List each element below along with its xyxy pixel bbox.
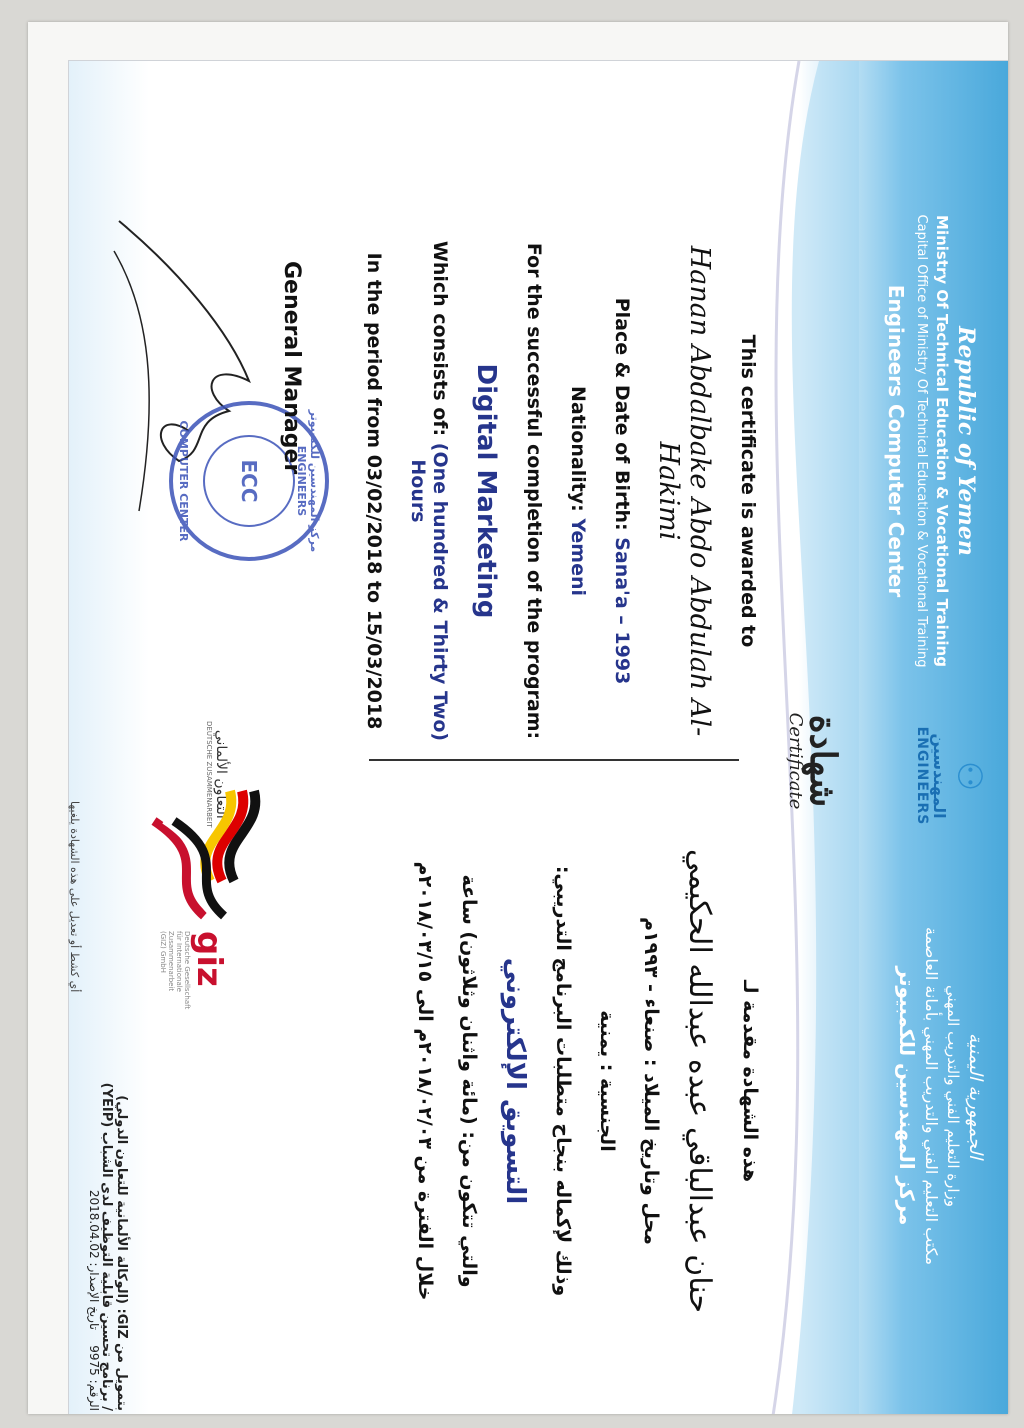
consists-value: (One hundred & Thirty Two) Hours [407,442,451,742]
center-divider [369,759,739,761]
arabic-republic: الجمهورية اليمنية [965,1032,986,1160]
republic-title: Republic of Yemen [953,326,979,556]
certificate-sheet [28,22,1008,1414]
engineers-logo-icon: ⚇ [949,760,989,792]
header-arabic [892,881,989,1311]
stamp-bottom-text: COMPUTER CENTER [177,420,190,542]
logo-english: ENGINEERS [914,726,930,826]
arabic-recipient-name: حنان عبدالباقي عبده عبدالله الحكيمي [682,848,717,1314]
program-text: / برنامج تحسين قابلية التوظيف لدى الشباب (YEIP) [99,1082,114,1411]
funding-text: بتمويل من GIZ: (الوكالة الألمانية للتعاون الدولي) [114,1095,129,1411]
general-manager-label: General Manager [279,261,304,475]
stamp-top-text: مركز المهندسين للكمبيوتر ENGINEERS [295,409,321,553]
date-value: 2018.04.02 [87,1189,101,1259]
giz-subtitle: Deutsche Gesellschaft für Internationale Zusammenarbeit (GIZ) GmbH [159,931,191,1010]
arabic-capital: مكتب التعليم الفني والتدريب المهني بأمانة العاصمة [922,926,941,1266]
german-cooperation-text: التعاون الألماني [213,729,229,819]
arabic-ministry: وزارة التعليم الفني والتدريب المهني [944,984,962,1208]
number-value: 9975 [87,1345,101,1376]
german-cooperation-sub: DEUTSCHE ZUSAMMENARBEIT [205,721,213,828]
awarded-text: This certificate is awarded to [737,334,759,648]
date-label: تاريخ الإصدار: [87,1262,101,1330]
tamper-note: أي كشط أو تعديل على هذه الشهادة يلغيها [68,801,81,993]
issue-info [87,821,101,1411]
consists-line [407,231,451,751]
period-text: In the period from 03/02/2018 to 15/03/2018 [363,252,385,730]
birth-value: Sana'a – 1993 [611,537,633,685]
ministry-title: Ministry Of Technical Education & Vocational Training [933,215,951,667]
flags-icon [144,781,274,921]
number-label: الرقم: [87,1379,101,1411]
certificate-title-english: Certificate [785,712,806,810]
nationality-line [567,231,589,751]
arabic-awarded: هذه الشهادة مقدمة لـ [739,979,761,1183]
arabic-program: التسويق الإلكتروني [500,957,530,1205]
header-english [884,211,979,671]
recipient-name: Hanan Abdalbake Abdo Abdulah Al-Hakimi [653,245,715,737]
program-name: Digital Marketing [471,363,501,619]
nationality-value: Yemeni [567,518,589,597]
birth-line [611,231,633,751]
arabic-body [392,801,761,1361]
nationality-label: Nationality: [567,385,589,512]
arabic-period: خلال الفترة من ٢٠١٨/٠٢/٠٣م الى ٢٠١٨/٠٣/١٥م [414,861,436,1301]
logo-arabic: المهندسين [930,733,949,819]
capital-office-title: Capital Office of Ministry Of Technical Education & Vocational Training [914,214,929,668]
engineers-logo [914,711,989,841]
birth-label: Place & Date of Birth: [611,297,633,531]
funding-footer [99,821,129,1411]
arabic-birth: محل وتاريخ الميلاد : صنعاء - ١٩٩٣م [640,917,662,1245]
arabic-completion: وذلك لإكماله بنجاح متطلبات البرنامج التدريبي: [552,865,574,1297]
certificate-title [785,691,844,831]
certificate-title-arabic: شهادة [802,714,844,808]
consists-label: Which consists of: [429,240,451,437]
arabic-consists: والتي تتكون من: (مائة واثنان وثلاثون) ساعة [458,874,480,1288]
english-body [341,231,759,751]
official-stamp [169,401,329,561]
arabic-center: مركز المهندسين للكمبيوتر [895,966,919,1226]
arabic-nationality: الجنسية : يمنية [596,1010,618,1152]
certificate-frame [68,60,1008,1414]
center-title: Engineers Computer Center [884,284,908,598]
stamp-logo-icon: ECC [203,435,295,527]
certificate-canvas [69,61,1008,1414]
completion-text: For the successful completion of the program: [523,242,545,740]
giz-logo: giz [189,931,229,987]
